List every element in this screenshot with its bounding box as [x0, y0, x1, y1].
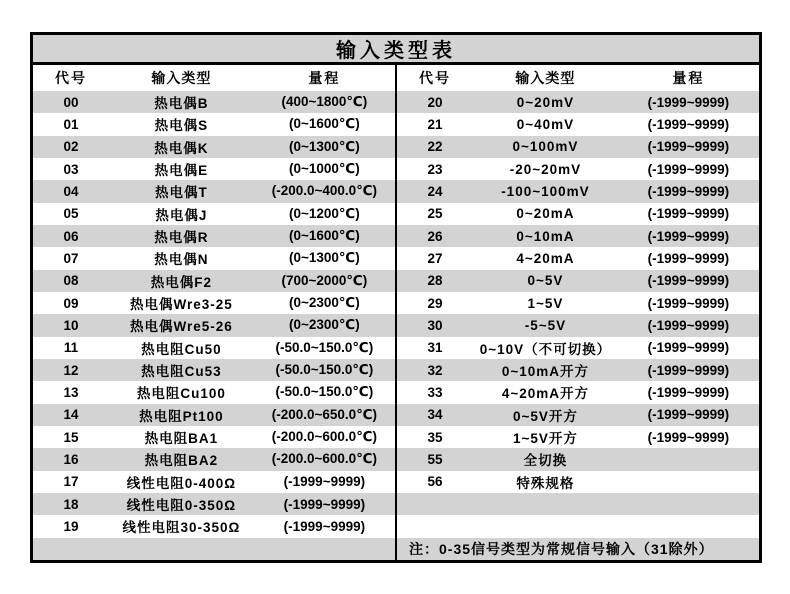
- cell-range: (0~1000℃): [289, 161, 360, 177]
- table-row: [397, 381, 759, 403]
- table-row: [33, 515, 395, 537]
- cell-code: 31: [427, 340, 443, 356]
- cell-type: 热电阻Cu53: [141, 364, 222, 380]
- cell-type: 热电偶F2: [150, 274, 213, 290]
- cell-type: -20~20mV: [509, 161, 582, 177]
- cell-range: (-1999~9999): [647, 384, 730, 400]
- cell-range: (-1999~9999): [647, 250, 730, 266]
- table-row: [33, 91, 395, 113]
- cell-code: 14: [63, 407, 79, 423]
- cell-type: 1~5V: [527, 295, 564, 311]
- cell-type: -100~100mV: [501, 183, 590, 199]
- cell-type: 线性电阻0-350Ω: [126, 498, 237, 514]
- cell-type: 4~20mA: [516, 250, 575, 266]
- cell-code: 11: [63, 340, 79, 356]
- cell-type: 0~5V开方: [512, 408, 578, 424]
- cell-range: (-1999~9999): [647, 295, 730, 311]
- table-row: [397, 404, 759, 426]
- cell-range: (700~2000℃): [281, 272, 368, 288]
- cell-range: (-50.0~150.0℃): [275, 339, 374, 355]
- header-row-left: [33, 65, 395, 91]
- cell-range: (-1999~9999): [283, 496, 366, 512]
- cell-code: 35: [427, 429, 443, 445]
- cell-code: 17: [63, 474, 79, 490]
- cell-range: (-1999~9999): [647, 362, 730, 378]
- cell-code: 30: [427, 317, 443, 333]
- table-row: [33, 404, 395, 426]
- cell-range: (-1999~9999): [647, 94, 730, 110]
- table-row: [397, 180, 759, 202]
- table-row: [397, 493, 759, 515]
- table-right-half: [395, 65, 759, 560]
- cell-code: 20: [427, 94, 443, 110]
- cell-type: 热电偶R: [154, 230, 209, 246]
- cell-type: 热电偶K: [154, 140, 209, 156]
- table-title: 输入类型表: [33, 35, 759, 65]
- col-header-range: 量程: [672, 70, 705, 86]
- cell-range: (0~1600℃): [289, 116, 360, 132]
- cell-code: 06: [63, 228, 79, 244]
- cell-range: (-50.0~150.0℃): [275, 362, 374, 378]
- cell-type: 0~40mV: [516, 116, 575, 132]
- table-row: [33, 493, 395, 515]
- note-row: [397, 538, 759, 560]
- cell-range: (0~1600℃): [289, 228, 360, 244]
- cell-range: (-1999~9999): [647, 161, 730, 177]
- cell-type: 热电偶B: [154, 96, 209, 112]
- cell-code: 32: [427, 362, 443, 378]
- cell-code: 10: [63, 317, 79, 333]
- table-row: [33, 471, 395, 493]
- cell-range: (-1999~9999): [647, 206, 730, 222]
- table-row: [33, 270, 395, 292]
- cell-range: (-200.0~650.0℃): [271, 406, 378, 422]
- cell-code: 16: [63, 451, 79, 467]
- table-row: [33, 292, 395, 314]
- table-row: [33, 113, 395, 135]
- cell-type: 热电偶Wre3-25: [130, 297, 233, 313]
- table-row: [397, 203, 759, 225]
- col-header-type: 输入类型: [151, 70, 212, 86]
- table-row: [33, 538, 395, 560]
- cell-range: (-1999~9999): [647, 429, 730, 445]
- cell-range: (0~1200℃): [289, 205, 360, 221]
- table-row: [33, 136, 395, 158]
- table-row: [33, 247, 395, 269]
- cell-type: 0~10V（不可切换）: [479, 341, 612, 357]
- cell-range: (0~2300℃): [289, 295, 360, 311]
- cell-code: 02: [63, 139, 79, 155]
- cell-range: (-1999~9999): [647, 228, 730, 244]
- table-row: [33, 314, 395, 336]
- cell-code: 04: [63, 183, 79, 199]
- cell-range: (-1999~9999): [647, 183, 730, 199]
- cell-type: 全切换: [523, 453, 568, 469]
- cell-code: 08: [63, 273, 79, 289]
- cell-type: 热电偶T: [155, 185, 208, 201]
- cell-range: (-200.0~600.0℃): [271, 451, 378, 467]
- cell-range: (-1999~9999): [283, 474, 366, 490]
- table-row: [33, 203, 395, 225]
- cell-code: 18: [63, 496, 79, 512]
- cell-type: 热电偶S: [154, 118, 209, 134]
- cell-type: 0~20mA: [516, 206, 575, 222]
- cell-code: 05: [63, 206, 79, 222]
- cell-type: 线性电阻30-350Ω: [122, 520, 241, 536]
- table-row: [397, 225, 759, 247]
- cell-range: (-1999~9999): [647, 317, 730, 333]
- cell-type: 特殊规格: [516, 475, 575, 491]
- col-header-code: 代号: [419, 70, 451, 86]
- cell-code: 28: [427, 273, 443, 289]
- cell-type: 0~5V: [527, 273, 564, 289]
- note-text: 注：0-35信号类型为常规信号输入（31除外）: [409, 540, 714, 557]
- cell-range: (0~1300℃): [289, 138, 360, 154]
- cell-code: 24: [427, 183, 443, 199]
- cell-type: 0~10mA开方: [501, 364, 589, 380]
- cell-type: 热电偶J: [155, 207, 208, 223]
- cell-type: 热电阻Cu50: [141, 341, 222, 357]
- cell-type: -5~5V: [524, 317, 567, 333]
- cell-code: 07: [63, 250, 79, 266]
- cell-code: 12: [63, 362, 79, 378]
- cell-code: 09: [63, 295, 79, 311]
- cell-type: 4~20mA开方: [501, 386, 589, 402]
- cell-code: 56: [427, 474, 443, 490]
- table-row: [397, 247, 759, 269]
- col-header-range: 量程: [308, 70, 341, 86]
- table-row: [397, 471, 759, 493]
- cell-type: 热电偶E: [154, 163, 209, 179]
- cell-code: 03: [63, 161, 79, 177]
- col-header-type: 输入类型: [515, 70, 576, 86]
- cell-code: 34: [427, 407, 443, 423]
- table-content: [33, 65, 759, 560]
- cell-code: 26: [427, 228, 443, 244]
- cell-range: (-1999~9999): [647, 116, 730, 132]
- table-row: [33, 225, 395, 247]
- cell-code: 21: [427, 116, 443, 132]
- cell-type: 线性电阻0-400Ω: [126, 475, 237, 491]
- table-row: [397, 136, 759, 158]
- table-row: [33, 158, 395, 180]
- table-row: [397, 359, 759, 381]
- cell-type: 0~10mA: [516, 228, 575, 244]
- cell-code: 33: [427, 384, 443, 400]
- cell-type: 0~20mV: [516, 94, 575, 110]
- table-row: [33, 448, 395, 470]
- cell-code: 27: [427, 250, 443, 266]
- cell-type: 热电阻BA1: [144, 431, 219, 447]
- cell-range: (-1999~9999): [283, 518, 366, 534]
- cell-type: 热电阻Pt100: [139, 408, 224, 424]
- cell-type: 热电偶Wre5-26: [130, 319, 233, 335]
- table-row: [397, 270, 759, 292]
- cell-type: 1~5V开方: [512, 431, 578, 447]
- cell-range: (-200.0~600.0℃): [271, 429, 378, 445]
- input-type-table: [30, 32, 762, 563]
- cell-range: (-1999~9999): [647, 139, 730, 155]
- table-row: [397, 158, 759, 180]
- table-row: [397, 448, 759, 470]
- table-row: [397, 314, 759, 336]
- cell-range: (-1999~9999): [647, 407, 730, 423]
- cell-range: (-200.0~400.0℃): [271, 183, 378, 199]
- table-row: [33, 337, 395, 359]
- col-header-code: 代号: [55, 70, 87, 86]
- cell-type: 热电偶N: [154, 252, 209, 268]
- cell-code: 15: [63, 429, 79, 445]
- table-row: [397, 113, 759, 135]
- table-row: [33, 180, 395, 202]
- table-row: [397, 426, 759, 448]
- cell-range: (-1999~9999): [647, 273, 730, 289]
- cell-range: (0~1300℃): [289, 250, 360, 266]
- cell-code: 23: [427, 161, 443, 177]
- table-left-half: [33, 65, 395, 560]
- table-row: [397, 292, 759, 314]
- cell-code: 29: [427, 295, 443, 311]
- cell-code: 22: [427, 139, 443, 155]
- table-row: [397, 337, 759, 359]
- cell-range: (0~2300℃): [289, 317, 360, 333]
- cell-code: 19: [63, 518, 79, 534]
- table-row: [33, 381, 395, 403]
- cell-code: 25: [427, 206, 443, 222]
- table-row: [33, 359, 395, 381]
- table-row: [397, 91, 759, 113]
- header-row-right: [397, 65, 759, 91]
- cell-range: (-50.0~150.0℃): [275, 384, 374, 400]
- cell-code: 55: [427, 451, 443, 467]
- cell-range: (400~1800℃): [281, 94, 368, 110]
- table-row: [397, 515, 759, 537]
- cell-range: (-1999~9999): [647, 340, 730, 356]
- cell-code: 13: [63, 384, 79, 400]
- table-row: [33, 426, 395, 448]
- cell-code: 00: [63, 94, 79, 110]
- cell-type: 热电阻BA2: [144, 453, 219, 469]
- cell-type: 0~100mV: [512, 139, 579, 155]
- cell-code: 01: [63, 116, 79, 132]
- cell-type: 热电阻Cu100: [136, 386, 226, 402]
